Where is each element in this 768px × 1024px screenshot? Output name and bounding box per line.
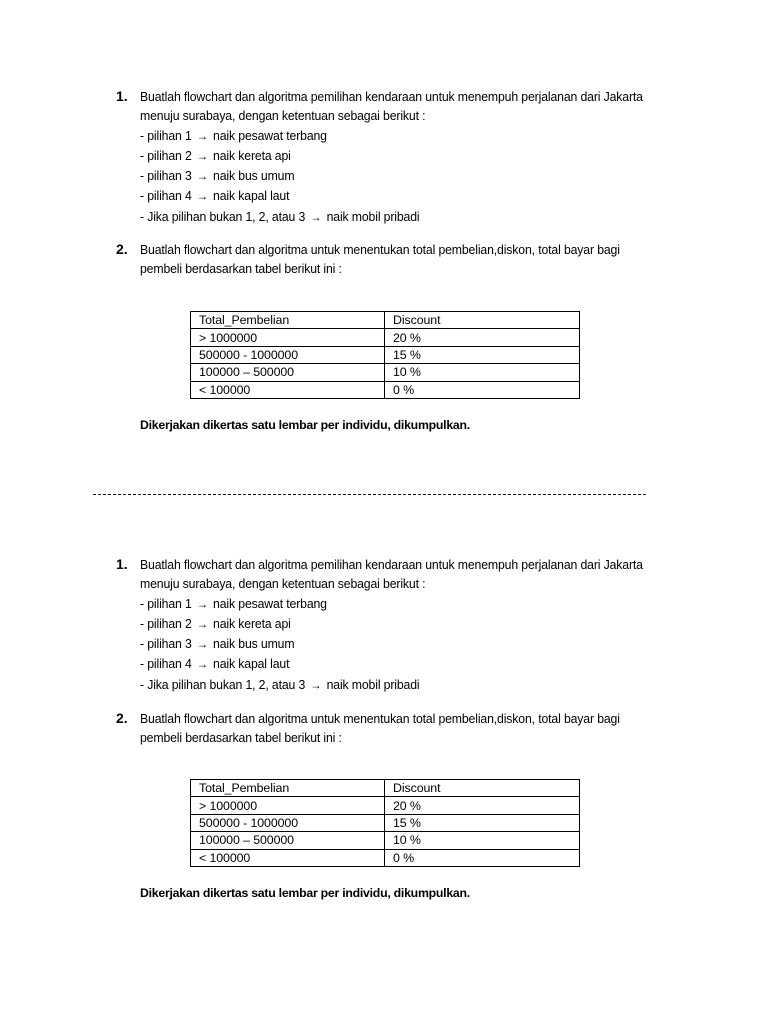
table-cell: 20 %: [385, 329, 580, 346]
submission-note: Dikerjakan dikertas satu lembar per individu, dikumpulkan.: [140, 418, 470, 432]
question-line: Buatlah flowchart dan algoritma untuk menentukan total pembelian,diskon, total bayar bagi: [140, 242, 620, 257]
arrow-right-icon: →: [196, 148, 208, 163]
option-label: - pilihan 3: [140, 168, 195, 184]
arrow-right-icon: →: [196, 657, 208, 672]
discount-table: [190, 311, 580, 399]
table-cell: 10 %: [385, 832, 580, 849]
option-line: [140, 166, 661, 186]
table-cell: 10 %: [385, 364, 580, 381]
table-header-cell: Discount: [385, 780, 580, 797]
question-number: 1.: [116, 88, 128, 104]
arrow-right-icon: →: [196, 596, 208, 611]
question-line: Buatlah flowchart dan algoritma pemilihan kendaraan untuk menempuh perjalanan dari Jakarta: [140, 89, 643, 104]
option-value: naik bus umum: [209, 636, 295, 652]
table-header-row: [191, 780, 580, 797]
option-label: - pilihan 2: [140, 615, 195, 631]
table-cell: < 100000: [191, 381, 385, 398]
table-header-cell: Total_Pembelian: [191, 780, 385, 797]
option-label: - pilihan 2: [140, 147, 195, 163]
option-label: - Jika pilihan bukan 1, 2, atau 3: [140, 208, 309, 224]
arrow-right-icon: →: [196, 189, 208, 204]
option-line: [140, 146, 661, 166]
option-line: [140, 614, 661, 634]
arrow-right-icon: →: [310, 209, 322, 224]
question-line: Buatlah flowchart dan algoritma untuk menentukan total pembelian,diskon, total bayar bagi: [140, 711, 620, 726]
question-line: pembeli berdasarkan tabel berikut ini :: [140, 261, 342, 277]
option-value: naik mobil pribadi: [323, 208, 420, 224]
question-line: menuju surabaya, dengan ketentuan sebagai berikut :: [140, 108, 426, 124]
discount-table: [190, 779, 580, 867]
table-row: [191, 849, 580, 866]
option-value: naik mobil pribadi: [323, 676, 420, 692]
question-text: [140, 87, 661, 227]
arrow-right-icon: →: [196, 637, 208, 652]
option-line: [140, 186, 661, 206]
arrow-right-icon: →: [196, 128, 208, 143]
table-cell: < 100000: [191, 849, 385, 866]
table-row: [191, 364, 580, 381]
question-line: pembeli berdasarkan tabel berikut ini :: [140, 730, 342, 746]
table-cell: > 1000000: [191, 797, 385, 814]
table-row: [191, 329, 580, 346]
table-header-cell: Discount: [385, 312, 580, 329]
option-value: naik bus umum: [209, 168, 295, 184]
arrow-right-icon: →: [196, 616, 208, 631]
table-cell: 15 %: [385, 814, 580, 831]
table-cell: 15 %: [385, 346, 580, 363]
option-line: [140, 634, 661, 654]
option-line: [140, 126, 661, 146]
option-value: naik pesawat terbang: [209, 595, 327, 611]
table-row: [191, 346, 580, 363]
cut-line-divider: [93, 494, 646, 495]
table-row: [191, 797, 580, 814]
table-cell: 500000 - 1000000: [191, 814, 385, 831]
arrow-right-icon: →: [310, 677, 322, 692]
table-cell: 20 %: [385, 797, 580, 814]
option-value: naik pesawat terbang: [209, 127, 327, 143]
option-label: - pilihan 4: [140, 188, 195, 204]
option-value: naik kapal laut: [209, 656, 290, 672]
arrow-right-icon: →: [196, 169, 208, 184]
table-header-row: [191, 312, 580, 329]
table-cell: 100000 – 500000: [191, 364, 385, 381]
option-line: [140, 675, 661, 695]
table-header-cell: Total_Pembelian: [191, 312, 385, 329]
table-row: [191, 381, 580, 398]
question-text: [140, 555, 661, 695]
question-number: 2.: [116, 710, 128, 726]
table-row: [191, 832, 580, 849]
option-line: [140, 207, 661, 227]
option-value: naik kereta api: [209, 147, 291, 163]
table-cell: 500000 - 1000000: [191, 346, 385, 363]
option-label: - Jika pilihan bukan 1, 2, atau 3: [140, 676, 309, 692]
option-line: [140, 594, 661, 614]
question-line: Buatlah flowchart dan algoritma pemilihan kendaraan untuk menempuh perjalanan dari Jakarta: [140, 557, 643, 572]
question-number: 2.: [116, 241, 128, 257]
table-cell: 100000 – 500000: [191, 832, 385, 849]
table-row: [191, 814, 580, 831]
submission-note: Dikerjakan dikertas satu lembar per individu, dikumpulkan.: [140, 886, 470, 900]
option-label: - pilihan 1: [140, 595, 195, 611]
option-value: naik kereta api: [209, 615, 291, 631]
table-cell: > 1000000: [191, 329, 385, 346]
question-number: 1.: [116, 556, 128, 572]
option-label: - pilihan 4: [140, 656, 195, 672]
option-label: - pilihan 3: [140, 636, 195, 652]
option-label: - pilihan 1: [140, 127, 195, 143]
table-cell: 0 %: [385, 849, 580, 866]
option-value: naik kapal laut: [209, 188, 290, 204]
option-line: [140, 654, 661, 674]
question-text: [140, 240, 661, 279]
table-cell: 0 %: [385, 381, 580, 398]
question-line: menuju surabaya, dengan ketentuan sebagai berikut :: [140, 576, 426, 592]
question-text: [140, 709, 661, 748]
